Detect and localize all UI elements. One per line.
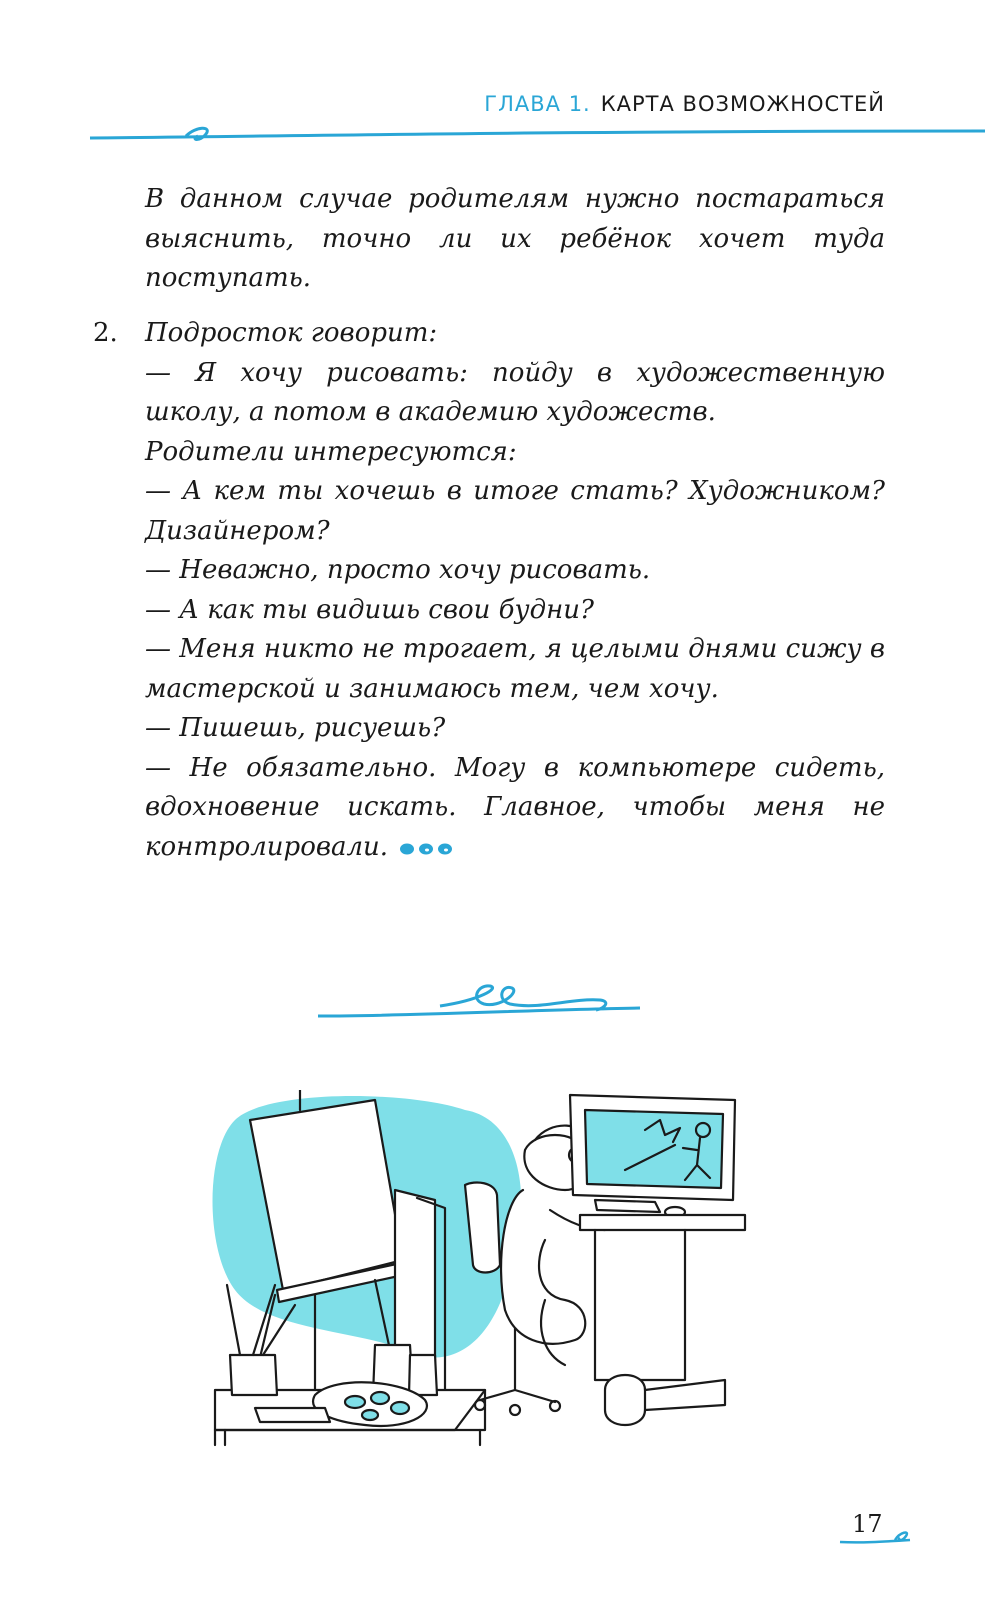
dialogue-line: Подросток говорит: xyxy=(145,318,438,348)
dialogue-line: — Не обязательно. Могу в компьютере сидеть, вдохновение искать. Главное, чтобы меня не контролировали. xyxy=(145,752,885,862)
body-paragraph-1: В данном случае родителям нужно постараться выяснить, точно ли их ребёнок хочет туда поступать. xyxy=(145,184,885,293)
page-number: 17 xyxy=(852,1510,883,1538)
dialogue-line: — Пишешь, рисуешь? xyxy=(145,713,446,743)
chapter-title: КАРТА ВОЗМОЖНОСТЕЙ xyxy=(600,92,885,116)
dialogue-line: — А кем ты хочешь в итоге стать? Художником? Дизайнером? xyxy=(145,476,885,546)
dialogue-line: — Я хочу рисовать: пойду в художественную школу, а потом в академию художеств. xyxy=(145,357,885,427)
dialogue-line: Родители интересуются: xyxy=(145,436,517,467)
dialogue-line: — Меня никто не трогает, я целыми днями сижу в мастерской и занимаюсь тем, чем хочу. xyxy=(145,634,885,704)
chapter-label: ГЛАВА 1. xyxy=(484,92,591,116)
dialogue-line: — Неважно, просто хочу рисовать. xyxy=(145,555,651,585)
list-number: 2. xyxy=(93,318,118,348)
dialogue-line: — А как ты видишь свои будни? xyxy=(145,594,594,625)
